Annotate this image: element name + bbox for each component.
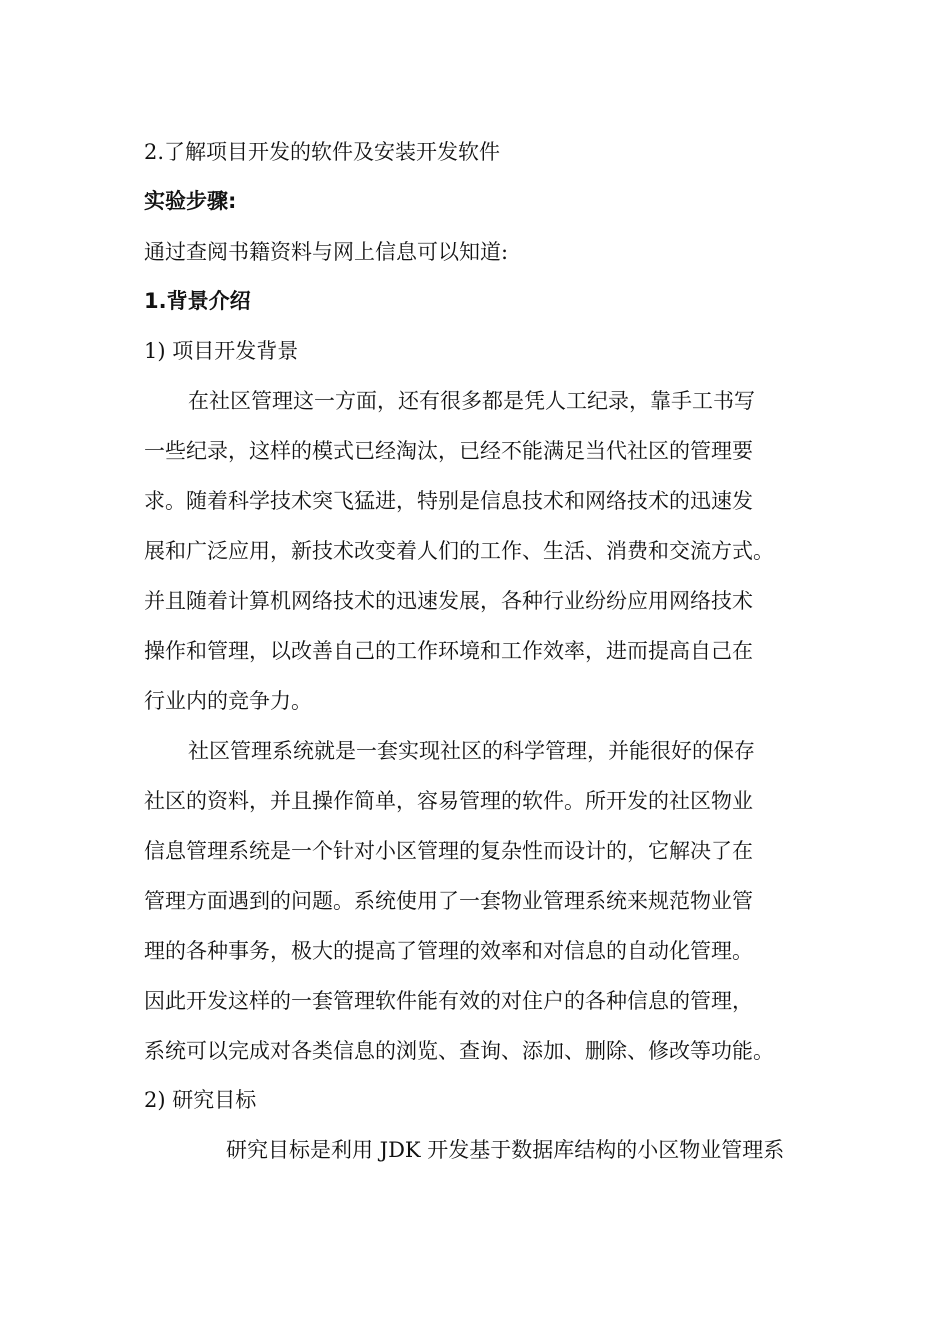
paragraph-3-line: 研究目标是利用 JDK 开发基于数据库结构的小区物业管理系	[226, 1138, 785, 1162]
paragraph-1-line: 在社区管理这一方面，还有很多都是凭人工纪录，靠手工书写	[188, 389, 755, 413]
item-2-text: 2.了解项目开发的软件及安装开发软件	[144, 140, 501, 164]
paragraph-1-line: 行业内的竞争力。	[144, 689, 312, 713]
paragraph-1-line: 展和广泛应用，新技术改变着人们的工作、生活、消费和交流方式。	[144, 539, 774, 563]
paragraph-2-line: 管理方面遇到的问题。系统使用了一套物业管理系统来规范物业管	[144, 889, 753, 913]
paragraph-2-line: 社区的资料，并且操作简单，容易管理的软件。所开发的社区物业	[144, 789, 753, 813]
paragraph-2-line: 系统可以完成对各类信息的浏览、查询、添加、删除、修改等功能。	[144, 1039, 774, 1063]
intro-text: 通过查阅书籍资料与网上信息可以知道:	[144, 240, 509, 264]
paragraph-2-line: 因此开发这样的一套管理软件能有效的对住户的各种信息的管理，	[144, 989, 753, 1013]
paragraph-1-line: 操作和管理，以改善自己的工作环境和工作效率，进而提高自己在	[144, 639, 753, 663]
paragraph-2-line: 理的各种事务，极大的提高了管理的效率和对信息的自动化管理。	[144, 939, 753, 963]
section-1-heading: 1.背景介绍	[144, 289, 251, 313]
subsection-1-heading: 1) 项目开发背景	[144, 339, 299, 363]
paragraph-1-line: 一些纪录，这样的模式已经淘汰，已经不能满足当代社区的管理要	[144, 439, 753, 463]
paragraph-2-line: 信息管理系统是一个针对小区管理的复杂性而设计的，它解决了在	[144, 839, 753, 863]
steps-heading: 实验步骤:	[144, 189, 237, 213]
paragraph-1-line: 求。随着科学技术突飞猛进，特别是信息技术和网络技术的迅速发	[144, 489, 753, 513]
subsection-2-heading: 2) 研究目标	[144, 1088, 257, 1112]
paragraph-1-line: 并且随着计算机网络技术的迅速发展，各种行业纷纷应用网络技术	[144, 589, 753, 613]
paragraph-2-line: 社区管理系统就是一套实现社区的科学管理，并能很好的保存	[188, 739, 755, 763]
